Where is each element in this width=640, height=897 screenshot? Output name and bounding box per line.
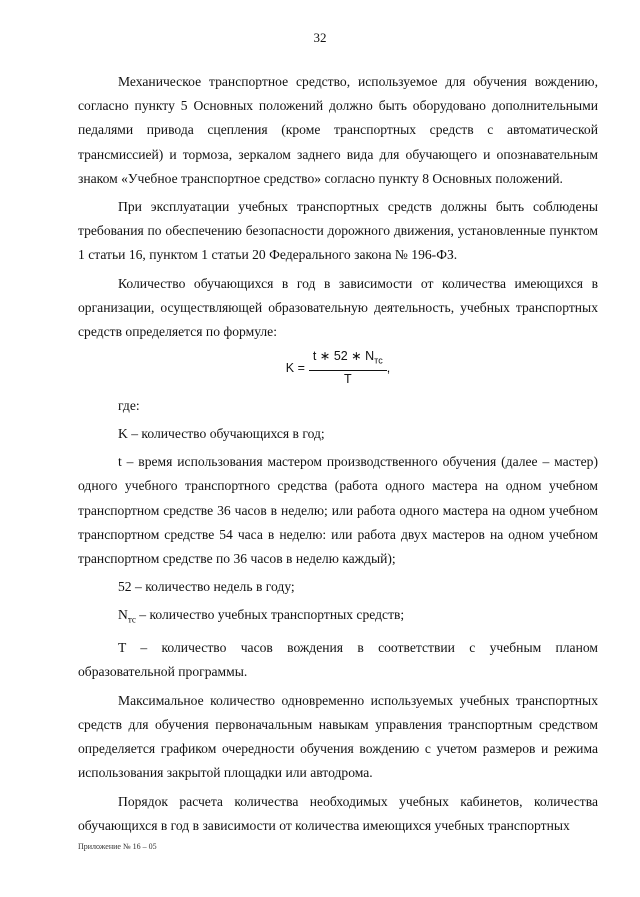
formula-numerator: t ∗ 52 ∗ $N_{тс}$ <box>309 348 387 371</box>
document-body <box>78 70 598 842</box>
definition-t: t – время использования мастером производственного обучения (далее – мастер) одного учебного транспортного средства (работа одного мастера на одном учебном транспортном средстве 36 часов в неделю; или работа одного мастера на одном учебном транспортном средстве 54 часа в неделю: или работа двух мастеров на одном учебном транспортном средстве по 36 часов в неделю каждый); <box>78 454 598 566</box>
paragraph-calc-order: Порядок расчета количества необходимых учебных кабинетов, количества обучающихся в год в зависимости от количества имеющихся учебных транспортных <box>78 793 598 833</box>
footer-note: Приложение № 16 – 05 <box>78 842 157 851</box>
paragraph-student-count: Количество обучающихся в год в зависимости от количества имеющихся в организации, осуществляющей образовательную деятельность, учебных транспортных средств определяется по формуле: <box>78 275 598 340</box>
paragraph-vehicle-equipment: Механическое транспортное средство, используемое для обучения вождению, согласно пункту 5 Основных положений должно быть оборудовано дополнительными педалями привода сцепления (кроме транспортных средств с автоматической трансмиссией) и тормоза, зеркалом заднего вида для обучающего и опознавательным знаком «Учебное транспортное средство» согласно пункту 8 Основных положений. <box>78 74 598 186</box>
definition-ntc: $N_{тс}$ – количество учебных транспортных средств; <box>118 607 405 626</box>
paragraph-max-vehicles: Максимальное количество одновременно используемых учебных транспортных средств для обучения первоначальным навыкам управления транспортным средством определяется графиком очередности обучения вождению с учетом размеров и режима использования закрытой площадки или автодрома. <box>78 692 598 781</box>
student-count-formula <box>78 348 598 388</box>
formula-denominator: T <box>343 371 352 386</box>
definition-k: K – количество обучающихся в год; <box>118 425 325 441</box>
formula-fraction <box>309 348 387 388</box>
paragraph-safety-requirements: При эксплуатации учебных транспортных средств должны быть соблюдены требования по обеспечению безопасности дорожного движения, установленные пунктом 1 статьи 16, пунктом 1 статьи 20 Федерального закона № 196-ФЗ. <box>78 199 598 263</box>
definition-T: T – количество часов вождения в соответствии с учебным планом образовательной программы. <box>78 640 598 680</box>
paragraph-where: где: <box>118 397 140 413</box>
formula-trail: , <box>386 360 391 375</box>
page-number: 32 <box>313 30 327 45</box>
formula-lhs: K = <box>285 360 305 375</box>
definition-52: 52 – количество недель в году; <box>118 579 295 595</box>
